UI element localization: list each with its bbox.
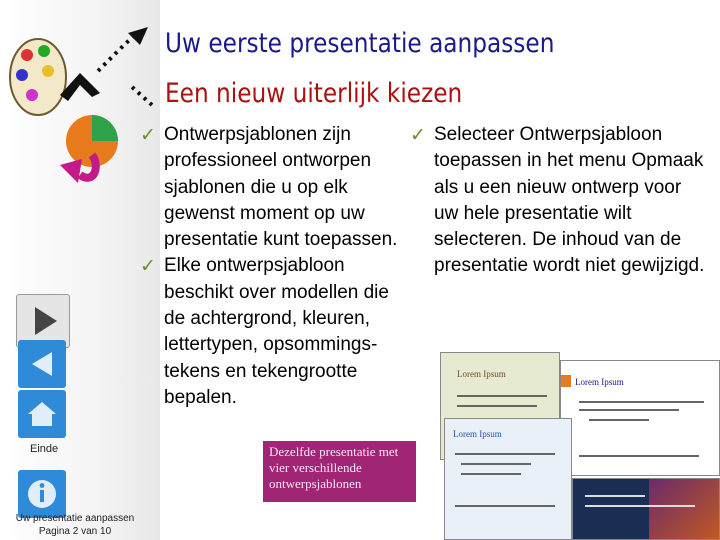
right-bullet-list [408, 122, 708, 280]
template-thumbnail-white [560, 360, 720, 476]
footer-title: Uw presentatie aanpassen [15, 513, 135, 524]
thumbnail-title: Lorem Ipsum [453, 429, 502, 439]
list-item: ✓ Elke ontwerpsjabloon beschikt over modellen die de achtergrond, kleuren, lettertypen, opsommings-tekens en tekengrootte bepalen. [140, 255, 389, 408]
left-bullet-list [138, 122, 408, 411]
template-thumbnail-dark [572, 478, 720, 540]
home-icon [18, 390, 66, 438]
page-subtitle: Een nieuw uiterlijk kiezen [165, 78, 463, 109]
thumbnail-title: Lorem Ipsum [457, 369, 506, 379]
back-arrow-icon [18, 340, 66, 388]
page-title: Uw eerste presentatie aanpassen [165, 28, 555, 59]
callout-box: Dezelfde presentatie met vier verschillende ontwerpsjablonen [263, 441, 416, 502]
back-button[interactable] [18, 340, 66, 388]
end-label[interactable]: Einde [30, 443, 59, 455]
thumbnail-title: Lorem Ipsum [575, 377, 624, 387]
check-icon: ✓ [410, 124, 426, 146]
home-button[interactable] [18, 390, 66, 438]
check-icon: ✓ [140, 255, 156, 278]
list-item: ✓ Ontwerpsjablonen zijn professioneel ontworpen sjablonen die u op elk gewenst moment op uw presentatie kunt toepassen. [140, 124, 398, 251]
info-button[interactable] [18, 470, 66, 518]
template-thumbnail-blue [444, 418, 572, 540]
list-item: ✓ Selecteer Ontwerpsjabloon toepassen in het menu Opmaak als u een nieuw ontwerp voor uw hele presentatie wilt selecteren. De inhoud van de presentatie wordt niet gewijzigd. [410, 124, 705, 277]
footer [0, 512, 150, 538]
check-icon: ✓ [140, 124, 156, 146]
info-icon [18, 470, 66, 518]
page-number: Pagina 2 van 10 [38, 526, 112, 537]
